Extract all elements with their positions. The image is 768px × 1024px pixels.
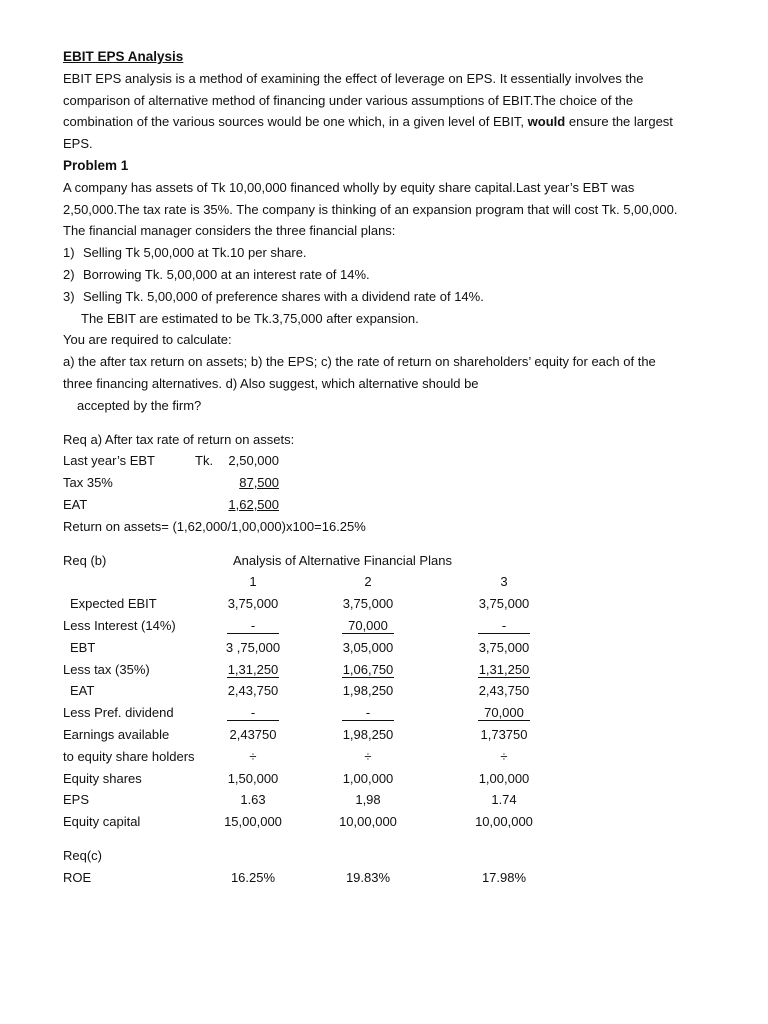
cell-plan-1 <box>213 659 293 681</box>
table-row <box>63 789 723 811</box>
plan-item <box>63 286 723 308</box>
req-a-row <box>63 450 723 472</box>
cell-value: 2,43,750 <box>227 683 279 699</box>
required-line: a) the after tax return on assets; b) the EPS; c) the rate of return on shareholders’ equity for each of the <box>63 354 656 370</box>
table-row <box>63 768 723 790</box>
cell-plan-2 <box>323 680 413 702</box>
cell-plan-1 <box>213 789 293 811</box>
cell-plan-3 <box>461 768 547 790</box>
row-label: EPS <box>63 792 90 808</box>
cell-value: 1,00,000 <box>478 770 530 786</box>
cell-value: ÷ <box>500 748 508 764</box>
table-row <box>63 680 723 702</box>
cell-value: 10,00,000 <box>475 814 533 830</box>
plan-table-body <box>63 593 723 833</box>
intro-line: comparison of alternative method of financing under various assumptions of EBIT.The choice of the <box>63 92 634 108</box>
cell-value: 1.74 <box>491 792 517 808</box>
cell-plan-3 <box>461 811 547 833</box>
table-row <box>63 746 723 768</box>
req-b-label: Req (b) <box>63 552 107 568</box>
cell-plan-1 <box>213 702 293 724</box>
roe-value-3: 17.98% <box>481 869 527 885</box>
cell-plan-3 <box>461 680 547 702</box>
row-label: to equity share holders <box>63 748 195 764</box>
req-a-value: 87,500 <box>239 475 279 491</box>
ebit-note: The EBIT are estimated to be Tk.3,75,000 after expansion. <box>81 310 419 326</box>
table-row <box>63 724 723 746</box>
plan-text: Selling Tk 5,00,000 at Tk.10 per share. <box>83 245 307 261</box>
cell-value: 1,98,250 <box>342 683 394 699</box>
required-line: accepted by the firm? <box>77 397 202 413</box>
cell-plan-1 <box>213 724 293 746</box>
cell-plan-3 <box>461 637 547 659</box>
intro-text: combination of the various sources would be one which, in a given level of EBIT, <box>63 114 525 130</box>
table-row <box>63 615 723 637</box>
intro-line: EBIT EPS analysis is a method of examining the effect of leverage on EPS. It essentially involves the <box>63 70 644 86</box>
cell-value: 1,06,750 <box>342 661 394 677</box>
cell-value: 10,00,000 <box>339 814 397 830</box>
roe-row <box>63 867 723 889</box>
row-label: Less tax (35%) <box>63 661 150 677</box>
problem-line: A company has assets of Tk 10,00,000 financed wholly by equity share capital.Last year’s EBT was <box>63 179 635 195</box>
table-row <box>63 811 723 833</box>
cell-plan-2 <box>323 724 413 746</box>
cell-plan-2 <box>323 702 413 724</box>
cell-plan-1 <box>213 811 293 833</box>
intro-bold-word: would <box>527 114 566 130</box>
document-page <box>63 46 723 888</box>
intro-line: EPS. <box>63 136 93 152</box>
cell-value: 1.63 <box>240 792 266 808</box>
cell-plan-2 <box>323 789 413 811</box>
cell-value: - <box>227 618 279 634</box>
table-title: Analysis of Alternative Financial Plans <box>233 552 452 568</box>
table-row <box>63 637 723 659</box>
cell-plan-3 <box>461 746 547 768</box>
cell-value: ÷ <box>364 748 372 764</box>
cell-plan-1 <box>213 593 293 615</box>
plan-text: Borrowing Tk. 5,00,000 at an interest rate of 14%. <box>83 266 370 282</box>
cell-value: 3,05,000 <box>342 639 394 655</box>
cell-plan-3 <box>461 724 547 746</box>
roe-value-2: 19.83% <box>345 869 391 885</box>
cell-value: 1,50,000 <box>227 770 279 786</box>
cell-plan-1 <box>213 615 293 637</box>
cell-plan-2 <box>323 811 413 833</box>
req-c-label: Req(c) <box>63 847 103 863</box>
cell-plan-2 <box>323 593 413 615</box>
row-label: Equity capital <box>63 814 141 830</box>
cell-value: 15,00,000 <box>224 814 282 830</box>
cell-value: 3,75,000 <box>478 639 530 655</box>
column-header-1: 1 <box>249 574 257 590</box>
cell-value: 1,00,000 <box>342 770 394 786</box>
required-line: three financing alternatives. d) Also suggest, which alternative should be <box>63 375 479 391</box>
cell-value: 1,31,250 <box>478 661 530 677</box>
cell-value: 1,31,250 <box>227 661 279 677</box>
row-label: Equity shares <box>63 770 142 786</box>
cell-value: 1,98 <box>355 792 381 808</box>
cell-plan-3 <box>461 659 547 681</box>
cell-value: - <box>227 705 279 721</box>
row-label: EAT <box>70 683 95 699</box>
cell-plan-1 <box>213 768 293 790</box>
req-a-label: EAT <box>63 496 88 512</box>
cell-value: 3,75,000 <box>227 596 279 612</box>
cell-value: - <box>342 705 394 721</box>
row-label: Expected EBIT <box>70 596 157 612</box>
required-line: You are required to calculate: <box>63 332 232 348</box>
req-a-row <box>63 494 723 516</box>
cell-plan-3 <box>461 789 547 811</box>
req-a-label: Tax 35% <box>63 475 113 491</box>
cell-plan-1 <box>213 680 293 702</box>
problem-heading: Problem 1 <box>63 157 129 173</box>
cell-value: 2,43,750 <box>478 683 530 699</box>
plan-number: 1) <box>63 245 75 261</box>
cell-value: ÷ <box>249 748 257 764</box>
return-on-assets: Return on assets= (1,62,000/1,00,000)x100=16.25% <box>63 518 366 534</box>
column-headers <box>63 571 723 593</box>
cell-plan-2 <box>323 659 413 681</box>
cell-plan-2 <box>323 637 413 659</box>
cell-plan-3 <box>461 593 547 615</box>
plan-number: 2) <box>63 266 75 282</box>
plan-item <box>63 264 723 286</box>
req-b-header <box>63 550 723 572</box>
roe-value-1: 16.25% <box>230 869 276 885</box>
cell-value: 2,43750 <box>229 726 277 742</box>
plan-item <box>63 242 723 264</box>
req-a-value: 1,62,500 <box>228 496 279 512</box>
intro-text: ensure the largest <box>568 114 673 130</box>
row-label: Less Pref. dividend <box>63 705 174 721</box>
req-a-value: 2,50,000 <box>228 453 279 469</box>
req-a-label: Last year’s EBT <box>63 453 156 469</box>
cell-value: 3,75,000 <box>478 596 530 612</box>
intro-line <box>63 111 723 133</box>
cell-value: 70,000 <box>478 705 530 721</box>
cell-plan-3 <box>461 702 547 724</box>
column-header-3: 3 <box>500 574 508 590</box>
problem-line: 2,50,000.The tax rate is 35%. The company is thinking of an expansion program that will cost Tk. 5,00,000. <box>63 201 678 217</box>
cell-plan-2 <box>323 615 413 637</box>
roe-label: ROE <box>63 869 92 885</box>
row-label: Earnings available <box>63 726 170 742</box>
cell-plan-1 <box>213 637 293 659</box>
cell-plan-1 <box>213 746 293 768</box>
table-row <box>63 659 723 681</box>
req-a-row <box>63 472 723 494</box>
cell-value: 1,98,250 <box>342 726 394 742</box>
problem-line: The financial manager considers the three financial plans: <box>63 223 396 239</box>
plan-text: Selling Tk. 5,00,000 of preference shares with a dividend rate of 14%. <box>83 288 484 304</box>
document-title: EBIT EPS Analysis <box>63 49 184 64</box>
plan-number: 3) <box>63 288 75 304</box>
cell-value: 3,75,000 <box>342 596 394 612</box>
column-header-2: 2 <box>364 574 372 590</box>
cell-value: - <box>478 618 530 634</box>
cell-plan-2 <box>323 768 413 790</box>
cell-plan-3 <box>461 615 547 637</box>
table-row <box>63 593 723 615</box>
row-label: Less Interest (14%) <box>63 617 176 633</box>
cell-value: 3 ,75,000 <box>225 639 281 655</box>
cell-value: 70,000 <box>342 618 394 634</box>
req-a-heading: Req a) After tax rate of return on assets: <box>63 431 295 447</box>
table-row <box>63 702 723 724</box>
row-label: EBT <box>70 639 96 655</box>
req-a-prefix: Tk. <box>195 453 214 469</box>
cell-plan-2 <box>323 746 413 768</box>
cell-value: 1,73750 <box>480 726 528 742</box>
